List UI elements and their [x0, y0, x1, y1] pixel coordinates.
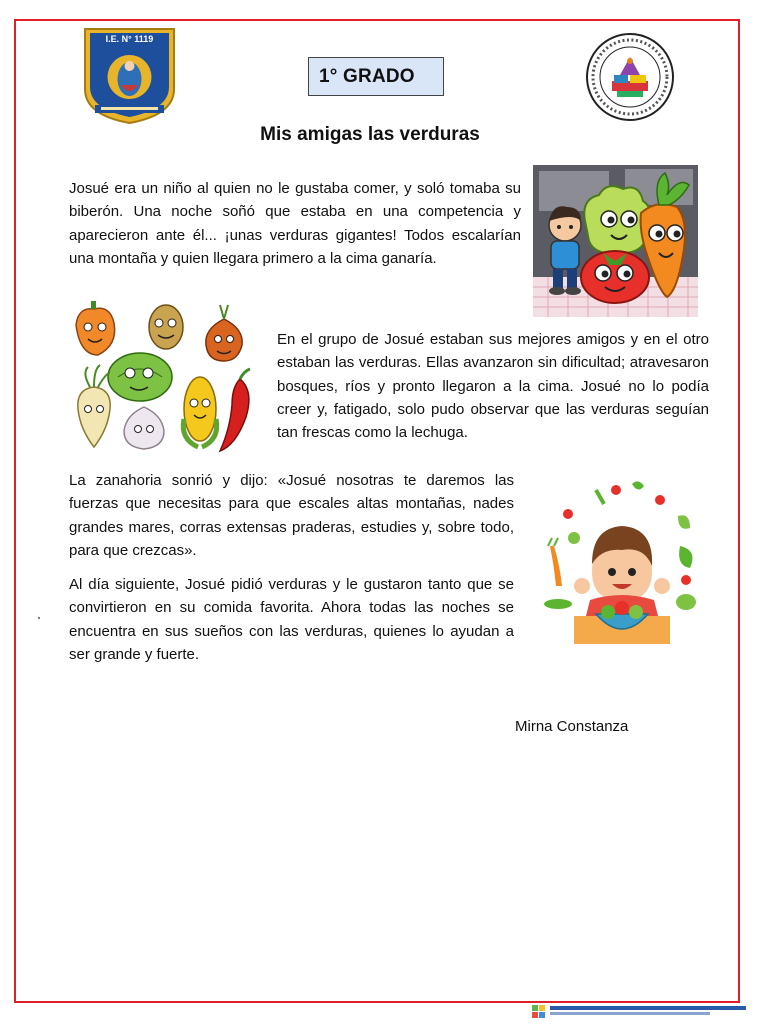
story-paragraph-2: En el grupo de Josué estaban sus mejores amigos y en el otro estaban las verduras. Ellas avanzaron sin dificultad; atravesaron bosques, ríos y pronto llegaron a la cima. Josué no lo podía creer y, fatigado, solo pudo observar que las verduras seguían tan frescas como la lechuga. [277, 331, 709, 442]
stray-mark [38, 617, 40, 619]
vegetables-cluster-illustration [68, 299, 255, 456]
grade-label: 1° GRADO [308, 57, 444, 96]
school-seal-logo [584, 31, 676, 123]
author-name: Mirna Constanza [515, 718, 629, 735]
vegetable-friends-illustration [533, 165, 698, 317]
story-paragraph-4: Al día siguiente, Josué pidió verduras y le gustaron tanto que se convirtieron en su comida favorita. Ahora todas las noches se encuentra en sus sueños con las verduras, quienes lo ayudan a ser grande y fuerte. [69, 576, 514, 663]
school-crest-logo [81, 27, 178, 125]
story-paragraph-3: La zanahoria sonrió y dijo: «Josué nosotras te daremos las fuerzas que necesitas para que escales altas montañas, nades grandes mares, corras extensas praderas, estudies y, sobre todo, para que crezcas». [69, 472, 514, 559]
svg-text:I.E. N° 1119: I.E. N° 1119 [105, 34, 154, 44]
story-paragraph-1: Josué era un niño al quien no le gustaba comer, y soló tomaba su biberón. Una noche soñó que estaba en una competencia y aparecieron ante él... ¡unas verduras gigantes! Todos escalarían una montaña y quien llegara primero a la cima ganaría. [69, 180, 521, 267]
story-title: Mis amigas las verduras [260, 124, 480, 145]
boy-eating-salad-illustration [540, 476, 704, 652]
watermark-logo [532, 1003, 746, 1024]
